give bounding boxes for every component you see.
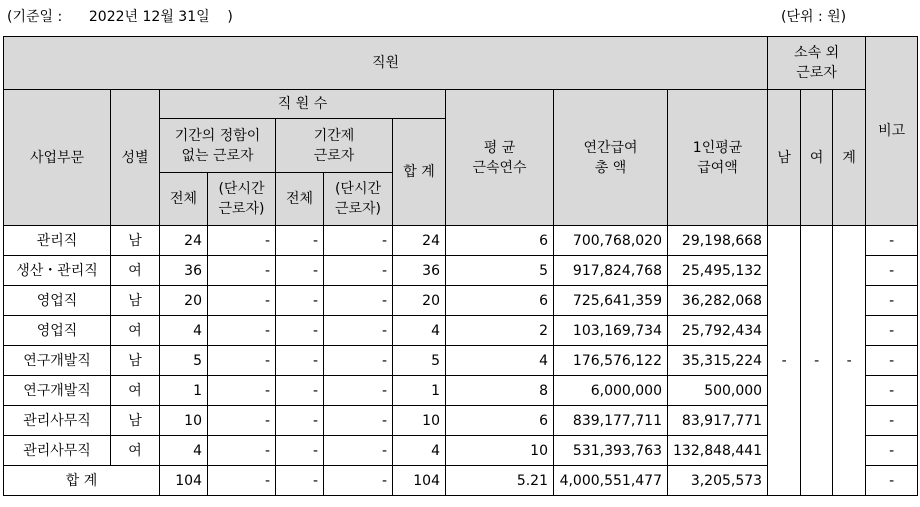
- base-date: (기준일 : 2022년 12월 31일 ): [7, 9, 233, 25]
- pay-avg-cell: 83,917,771: [668, 406, 768, 436]
- tenure-cell: 6: [446, 286, 554, 316]
- ft-total-cell: -: [276, 436, 324, 466]
- nf-part-cell: -: [208, 376, 276, 406]
- gender-cell: 남: [111, 346, 160, 376]
- tenure-cell: 4: [446, 346, 554, 376]
- header-headcount: 직 원 수: [160, 90, 446, 119]
- total-pay-total: 4,000,551,477: [554, 466, 668, 496]
- header-annual-pay-total: 연간급여 총 액: [554, 90, 668, 226]
- sum-cell: 10: [393, 406, 446, 436]
- nf-part-cell: -: [208, 286, 276, 316]
- unit-label: (단위 : 원): [781, 9, 847, 25]
- pay-total-cell: 725,641,359: [554, 286, 668, 316]
- nf-part-cell: -: [208, 256, 276, 286]
- header-subtotal: 계: [833, 90, 866, 226]
- ft-total-cell: -: [276, 226, 324, 256]
- employee-status-table: [3, 36, 918, 496]
- ft-total-cell: -: [276, 286, 324, 316]
- nf-total-cell: 4: [160, 436, 208, 466]
- nf-part-cell: -: [208, 226, 276, 256]
- nf-total-cell: 20: [160, 286, 208, 316]
- pay-total-cell: 6,000,000: [554, 376, 668, 406]
- header-fixed-term: 기간제 근로자: [276, 119, 393, 173]
- dept-cell: 생산・관리직: [4, 256, 111, 286]
- sum-cell: 24: [393, 226, 446, 256]
- dept-cell: 관리사무직: [4, 406, 111, 436]
- header-business-unit: 사업부문: [4, 90, 111, 226]
- ft-total-cell: -: [276, 376, 324, 406]
- dept-cell: 연구개발직: [4, 346, 111, 376]
- remark-cell: -: [866, 316, 918, 346]
- dept-cell: 영업직: [4, 316, 111, 346]
- pay-avg-cell: 25,495,132: [668, 256, 768, 286]
- ft-total-cell: -: [276, 256, 324, 286]
- ft-part-cell: -: [324, 376, 393, 406]
- non-employee-female-cell: -: [801, 226, 833, 496]
- total-ft-part: -: [324, 466, 393, 496]
- remark-cell: -: [866, 256, 918, 286]
- ft-part-cell: -: [324, 346, 393, 376]
- ft-part-cell: -: [324, 286, 393, 316]
- header-no-fixed-term: 기간의 정함이 없는 근로자: [160, 119, 276, 173]
- remark-cell: -: [866, 436, 918, 466]
- sum-cell: 4: [393, 436, 446, 466]
- non-employee-subtotal-cell: -: [833, 226, 866, 496]
- remark-cell: -: [866, 346, 918, 376]
- sum-cell: 4: [393, 316, 446, 346]
- pay-avg-cell: 132,848,441: [668, 436, 768, 466]
- total-nf-part: -: [208, 466, 276, 496]
- header-nf-all: 전체: [160, 173, 208, 226]
- total-remark: -: [866, 466, 918, 496]
- tenure-cell: 2: [446, 316, 554, 346]
- pay-total-cell: 839,177,711: [554, 406, 668, 436]
- nf-total-cell: 24: [160, 226, 208, 256]
- pay-total-cell: 700,768,020: [554, 226, 668, 256]
- ft-total-cell: -: [276, 406, 324, 436]
- ft-part-cell: -: [324, 256, 393, 286]
- sum-cell: 5: [393, 346, 446, 376]
- total-sum: 104: [393, 466, 446, 496]
- tenure-cell: 6: [446, 226, 554, 256]
- tenure-cell: 8: [446, 376, 554, 406]
- dept-cell: 관리사무직: [4, 436, 111, 466]
- pay-total-cell: 176,576,122: [554, 346, 668, 376]
- header-ft-part-time: (단시간 근로자): [324, 173, 393, 226]
- remark-cell: -: [866, 226, 918, 256]
- pay-avg-cell: 29,198,668: [668, 226, 768, 256]
- ft-total-cell: -: [276, 316, 324, 346]
- pay-total-cell: 531,393,763: [554, 436, 668, 466]
- header-male: 남: [768, 90, 801, 226]
- pay-avg-cell: 25,792,434: [668, 316, 768, 346]
- tenure-cell: 10: [446, 436, 554, 466]
- remark-cell: -: [866, 406, 918, 436]
- ft-total-cell: -: [276, 346, 324, 376]
- header-remarks: 비고: [866, 37, 918, 226]
- total-ft-total: -: [276, 466, 324, 496]
- remark-cell: -: [866, 286, 918, 316]
- pay-total-cell: 103,169,734: [554, 316, 668, 346]
- header-female: 여: [801, 90, 833, 226]
- gender-cell: 여: [111, 376, 160, 406]
- dept-cell: 연구개발직: [4, 376, 111, 406]
- dept-cell: 관리직: [4, 226, 111, 256]
- nf-total-cell: 1: [160, 376, 208, 406]
- sum-cell: 1: [393, 376, 446, 406]
- total-pay-avg: 3,205,573: [668, 466, 768, 496]
- gender-cell: 여: [111, 316, 160, 346]
- pay-total-cell: 917,824,768: [554, 256, 668, 286]
- ft-part-cell: -: [324, 436, 393, 466]
- nf-total-cell: 5: [160, 346, 208, 376]
- header-gender: 성별: [111, 90, 160, 226]
- header-nf-part-time: (단시간 근로자): [208, 173, 276, 226]
- table-row: [4, 226, 918, 256]
- sum-cell: 20: [393, 286, 446, 316]
- non-employee-male-cell: -: [768, 226, 801, 496]
- tenure-cell: 6: [446, 406, 554, 436]
- header-employees: 직원: [4, 37, 768, 90]
- total-tenure: 5.21: [446, 466, 554, 496]
- nf-total-cell: 4: [160, 316, 208, 346]
- dept-cell: 영업직: [4, 286, 111, 316]
- nf-part-cell: -: [208, 406, 276, 436]
- header-avg-tenure: 평 균 근속연수: [446, 90, 554, 226]
- nf-part-cell: -: [208, 436, 276, 466]
- pay-avg-cell: 35,315,224: [668, 346, 768, 376]
- remark-cell: -: [866, 376, 918, 406]
- ft-part-cell: -: [324, 316, 393, 346]
- nf-total-cell: 36: [160, 256, 208, 286]
- tenure-cell: 5: [446, 256, 554, 286]
- total-nf-total: 104: [160, 466, 208, 496]
- total-label: 합 계: [4, 466, 160, 496]
- header-avg-pay: 1인평균 급여액: [668, 90, 768, 226]
- gender-cell: 남: [111, 226, 160, 256]
- gender-cell: 남: [111, 406, 160, 436]
- nf-part-cell: -: [208, 316, 276, 346]
- gender-cell: 여: [111, 436, 160, 466]
- ft-part-cell: -: [324, 226, 393, 256]
- pay-avg-cell: 500,000: [668, 376, 768, 406]
- pay-avg-cell: 36,282,068: [668, 286, 768, 316]
- sum-cell: 36: [393, 256, 446, 286]
- nf-total-cell: 10: [160, 406, 208, 436]
- header-ft-all: 전체: [276, 173, 324, 226]
- ft-part-cell: -: [324, 406, 393, 436]
- gender-cell: 여: [111, 256, 160, 286]
- header-headcount-sum: 합 계: [393, 119, 446, 226]
- gender-cell: 남: [111, 286, 160, 316]
- nf-part-cell: -: [208, 346, 276, 376]
- header-non-employees: 소속 외 근로자: [768, 37, 866, 90]
